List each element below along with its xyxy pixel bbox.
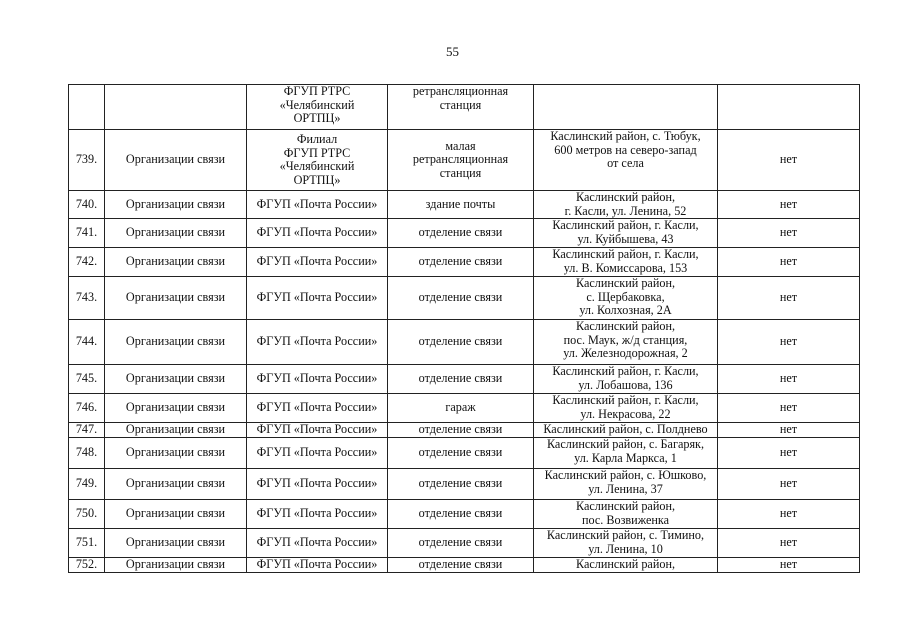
row-object bbox=[388, 191, 534, 219]
row-location bbox=[534, 130, 718, 191]
row-location-line: Каслинский район, bbox=[575, 276, 676, 290]
row-category: Организации связи bbox=[105, 365, 247, 394]
row-organization bbox=[247, 423, 388, 438]
row-number: 752. bbox=[69, 558, 105, 573]
row-organization-line: ФГУП «Почта России» bbox=[256, 476, 378, 491]
row-organization-line: ОРТПЦ» bbox=[293, 111, 341, 125]
row-object bbox=[388, 529, 534, 558]
row-location-line: Каслинский район, с. Юшково, bbox=[544, 468, 707, 482]
table-row bbox=[69, 277, 860, 320]
table-row bbox=[69, 248, 860, 277]
table-body bbox=[69, 85, 860, 573]
row-object bbox=[388, 438, 534, 469]
row-organization-line: ФГУП «Почта России» bbox=[256, 506, 378, 521]
row-location-line: Каслинский район, с. Багаряк, bbox=[546, 437, 705, 451]
row-object-line: малая bbox=[445, 138, 476, 153]
table-row bbox=[69, 320, 860, 365]
row-location-line: ул. В. Комиссарова, 153 bbox=[563, 260, 688, 275]
row-object bbox=[388, 423, 534, 438]
row-location-line: г. Касли, ул. Ленина, 52 bbox=[564, 203, 687, 218]
row-location bbox=[534, 500, 718, 529]
row-flag: нет bbox=[718, 219, 860, 248]
row-location-line: Каслинский район, bbox=[575, 499, 676, 513]
row-object bbox=[388, 365, 534, 394]
row-location-line: Каслинский район, г. Касли, bbox=[552, 247, 699, 261]
row-number: 749. bbox=[69, 469, 105, 500]
row-object bbox=[388, 558, 534, 573]
row-object-line: станция bbox=[439, 165, 482, 180]
row-category: Организации связи bbox=[105, 219, 247, 248]
row-location bbox=[534, 558, 718, 573]
row-object bbox=[388, 219, 534, 248]
row-category bbox=[105, 85, 247, 130]
row-object-line: отделение связи bbox=[418, 476, 503, 491]
row-location bbox=[534, 394, 718, 423]
table-row bbox=[69, 469, 860, 500]
row-location-line: Каслинский район, г. Касли, bbox=[552, 393, 699, 407]
row-organization-line: ФГУП РТРС bbox=[283, 145, 351, 160]
row-number: 751. bbox=[69, 529, 105, 558]
row-object-line: отделение связи bbox=[418, 254, 503, 269]
row-number bbox=[69, 85, 105, 130]
row-number: 747. bbox=[69, 423, 105, 438]
row-location-line: Каслинский район, bbox=[575, 190, 676, 204]
row-object-line: ретрансляционная bbox=[412, 152, 509, 167]
table-row bbox=[69, 529, 860, 558]
row-category: Организации связи bbox=[105, 130, 247, 191]
row-flag: нет bbox=[718, 423, 860, 438]
row-category: Организации связи bbox=[105, 277, 247, 320]
row-location-line: ул. Ленина, 37 bbox=[588, 481, 663, 496]
row-organization-line: ФГУП «Почта России» bbox=[256, 422, 378, 437]
row-organization bbox=[247, 130, 388, 191]
row-flag: нет bbox=[718, 320, 860, 365]
row-flag: нет bbox=[718, 130, 860, 191]
row-object-line: ретрансляционная bbox=[412, 84, 509, 98]
table-row bbox=[69, 500, 860, 529]
row-number: 745. bbox=[69, 365, 105, 394]
row-object-line: отделение связи bbox=[418, 371, 503, 386]
row-object bbox=[388, 248, 534, 277]
row-object bbox=[388, 320, 534, 365]
table-row bbox=[69, 85, 860, 130]
row-object-line: отделение связи bbox=[418, 290, 503, 305]
table-row bbox=[69, 219, 860, 248]
row-object-line: отделение связи bbox=[418, 334, 503, 349]
row-organization bbox=[247, 529, 388, 558]
row-organization bbox=[247, 191, 388, 219]
row-organization-line: «Челябинский bbox=[279, 159, 355, 173]
row-location bbox=[534, 277, 718, 320]
table-row bbox=[69, 191, 860, 219]
row-location-line: Каслинский район, bbox=[575, 557, 676, 571]
row-flag: нет bbox=[718, 500, 860, 529]
row-location bbox=[534, 423, 718, 438]
row-location-line: ул. Ленина, 10 bbox=[588, 541, 663, 556]
row-object bbox=[388, 85, 534, 130]
row-location-line: Каслинский район, с. Полднево bbox=[543, 422, 708, 436]
row-location-line: ул. Некрасова, 22 bbox=[580, 406, 671, 421]
row-organization-line: ФГУП «Почта России» bbox=[256, 400, 378, 415]
row-object-line: отделение связи bbox=[418, 506, 503, 521]
row-object-line: отделение связи bbox=[418, 225, 503, 240]
row-object-line: гараж bbox=[445, 400, 476, 415]
facilities-table bbox=[68, 84, 860, 573]
row-location bbox=[534, 191, 718, 219]
row-number: 746. bbox=[69, 394, 105, 423]
row-flag: нет bbox=[718, 394, 860, 423]
row-location-line: ул. Куйбышева, 43 bbox=[577, 231, 674, 246]
table-row bbox=[69, 423, 860, 438]
row-organization bbox=[247, 248, 388, 277]
row-organization bbox=[247, 365, 388, 394]
row-object bbox=[388, 277, 534, 320]
table-row bbox=[69, 130, 860, 191]
row-organization-line: ФГУП «Почта России» bbox=[256, 254, 378, 269]
row-number: 740. bbox=[69, 191, 105, 219]
row-number: 739. bbox=[69, 130, 105, 191]
row-location bbox=[534, 85, 718, 130]
row-number: 741. bbox=[69, 219, 105, 248]
table-row bbox=[69, 394, 860, 423]
row-organization-line: «Челябинский bbox=[279, 97, 355, 112]
row-location-line: с. Щербаковка, bbox=[586, 289, 665, 304]
row-category: Организации связи bbox=[105, 423, 247, 438]
row-organization bbox=[247, 277, 388, 320]
row-location-line: Каслинский район, bbox=[575, 319, 676, 333]
row-location bbox=[534, 248, 718, 277]
row-organization-line: ФГУП «Почта России» bbox=[256, 557, 378, 572]
row-location-line: пос. Маук, ж/д станция, bbox=[563, 332, 688, 347]
row-location-line: 600 метров на северо-запад bbox=[554, 142, 697, 157]
row-category: Организации связи bbox=[105, 248, 247, 277]
row-organization bbox=[247, 394, 388, 423]
row-location bbox=[534, 438, 718, 469]
row-organization-line: ФГУП «Почта России» bbox=[256, 334, 378, 349]
row-flag: нет bbox=[718, 558, 860, 573]
row-organization-line: ОРТПЦ» bbox=[293, 172, 341, 187]
row-number: 748. bbox=[69, 438, 105, 469]
table-row bbox=[69, 558, 860, 573]
row-category: Организации связи bbox=[105, 469, 247, 500]
row-organization-line: ФГУП «Почта России» bbox=[256, 225, 378, 240]
row-flag: нет bbox=[718, 365, 860, 394]
table-row bbox=[69, 365, 860, 394]
row-number: 743. bbox=[69, 277, 105, 320]
row-location-line: Каслинский район, г. Касли, bbox=[552, 218, 699, 232]
row-location-line: пос. Возвиженка bbox=[581, 512, 670, 527]
row-category: Организации связи bbox=[105, 529, 247, 558]
row-organization bbox=[247, 500, 388, 529]
row-number: 742. bbox=[69, 248, 105, 277]
row-category: Организации связи bbox=[105, 320, 247, 365]
row-organization-line: ФГУП «Почта России» bbox=[256, 290, 378, 305]
row-location-line: Каслинский район, г. Касли, bbox=[552, 364, 699, 378]
row-location-line: от села bbox=[607, 156, 644, 170]
row-organization-line: ФГУП РТРС bbox=[283, 84, 351, 98]
row-location-line: Каслинский район, с. Тимино, bbox=[546, 528, 705, 542]
row-flag: нет bbox=[718, 529, 860, 558]
row-location bbox=[534, 469, 718, 500]
row-flag: нет bbox=[718, 277, 860, 320]
row-location bbox=[534, 219, 718, 248]
row-location bbox=[534, 529, 718, 558]
row-number: 750. bbox=[69, 500, 105, 529]
row-location-line: ул. Железнодорожная, 2 bbox=[563, 346, 688, 360]
row-organization bbox=[247, 85, 388, 130]
row-object bbox=[388, 469, 534, 500]
row-location-line: ул. Карла Маркса, 1 bbox=[574, 450, 677, 465]
row-object bbox=[388, 130, 534, 191]
row-organization-line: ФГУП «Почта России» bbox=[256, 535, 378, 550]
row-organization-line: Филиал bbox=[296, 132, 338, 146]
row-location-line: ул. Лобашова, 136 bbox=[578, 377, 673, 392]
row-organization-line: ФГУП «Почта России» bbox=[256, 196, 378, 211]
row-organization-line: ФГУП «Почта России» bbox=[256, 371, 378, 386]
row-number: 744. bbox=[69, 320, 105, 365]
row-flag: нет bbox=[718, 438, 860, 469]
row-flag bbox=[718, 85, 860, 130]
row-location bbox=[534, 320, 718, 365]
row-object-line: станция bbox=[439, 97, 482, 112]
table-row bbox=[69, 438, 860, 469]
row-category: Организации связи bbox=[105, 558, 247, 573]
row-organization bbox=[247, 438, 388, 469]
row-organization-line: ФГУП «Почта России» bbox=[256, 445, 378, 460]
row-object bbox=[388, 394, 534, 423]
row-location-line: Каслинский район, с. Тюбук, bbox=[550, 129, 701, 143]
row-flag: нет bbox=[718, 191, 860, 219]
row-organization bbox=[247, 219, 388, 248]
row-organization bbox=[247, 320, 388, 365]
row-category: Организации связи bbox=[105, 500, 247, 529]
row-object bbox=[388, 500, 534, 529]
row-object-line: отделение связи bbox=[418, 535, 503, 550]
row-flag: нет bbox=[718, 248, 860, 277]
row-location-line: ул. Колхозная, 2А bbox=[579, 303, 672, 317]
row-category: Организации связи bbox=[105, 438, 247, 469]
row-location bbox=[534, 365, 718, 394]
row-object-line: отделение связи bbox=[418, 422, 503, 437]
page-number: 55 bbox=[446, 44, 459, 59]
row-object-line: отделение связи bbox=[418, 557, 503, 572]
row-object-line: здание почты bbox=[425, 196, 496, 211]
row-category: Организации связи bbox=[105, 394, 247, 423]
row-flag: нет bbox=[718, 469, 860, 500]
row-object-line: отделение связи bbox=[418, 445, 503, 460]
row-category: Организации связи bbox=[105, 191, 247, 219]
row-organization bbox=[247, 469, 388, 500]
row-organization bbox=[247, 558, 388, 573]
